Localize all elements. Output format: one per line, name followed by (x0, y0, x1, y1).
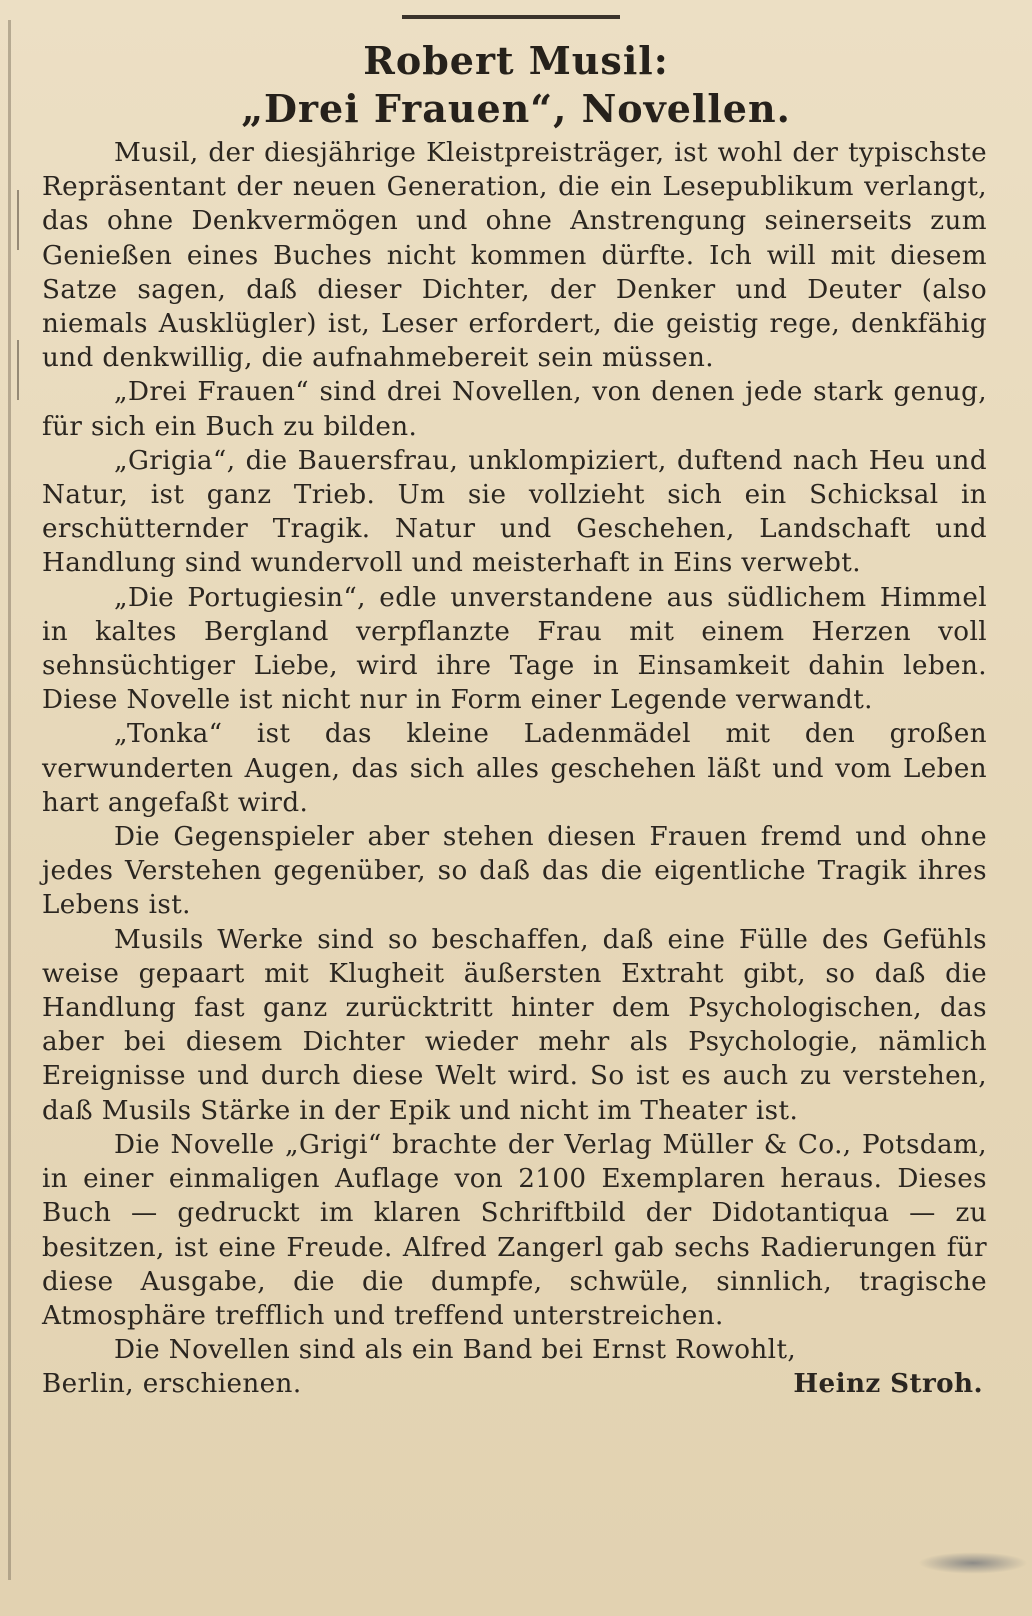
paragraph: „Die Portugiesin“, edle unverstandene aus südlichem Himmel in kaltes Bergland verpflanzte Frau mit einem Herzen voll sehnsüchtiger Liebe, wird ihre Tage in Einsamkeit dahin leben. Diese Novelle ist nicht nur in Form einer Legende verwandt. (42, 582, 987, 716)
author-signature: Heinz Stroh. (793, 1368, 983, 1400)
margin-mark (17, 190, 19, 250)
paragraph: Die Gegenspieler aber stehen diesen Frauen fremd und ohne jedes Verstehen gegenüber, so daß das die eigentliche Tragik ihres Lebens ist. (42, 822, 987, 921)
paragraph: Die Novelle „Grigi“ brachte der Verlag Müller & Co., Potsdam, in einer einmaligen Auflage von 2100 Exemplaren heraus. Dieses Buch — gedruckt im klaren Schriftbild der Didotantiqua — zu besitzen, ist eine Freude. Alfred Zangerl gab sechs Radierungen für diese Ausgabe, die die dumpfe, schwüle, sinnlich, tragische Atmosphäre trefflich und treffend unterstreichen. (42, 1129, 987, 1331)
margin-mark (17, 340, 19, 400)
clipping-left-edge (8, 20, 11, 1580)
paragraph: Musils Werke sind so beschaffen, daß eine Fülle des Gefühls weise gepaart mit Klugheit äußersten Extraht gibt, so daß die Handlung fast ganz zurücktritt hinter dem Psychologischen, das aber bei diesem Dichter wieder mehr als Psychologie, nämlich Ereignisse und durch diese Welt wird. So ist es auch zu verstehen, daß Musils Stärke in der Epik und nicht im Theater ist. (42, 924, 987, 1126)
article-title: Robert Musil: (363, 38, 669, 83)
paragraph: „Tonka“ ist das kleine Ladenmädel mit den großen verwunderten Augen, das sich alles geschehen läßt und vom Leben hart angefaßt wird. (42, 719, 987, 818)
top-rule (402, 15, 620, 19)
closing-paragraph: Die Novellen sind als ein Band bei Ernst Rowohlt, (114, 1335, 797, 1366)
paragraph: „Drei Frauen“ sind drei Novellen, von denen jede stark genug, für sich ein Buch zu bilden. (42, 377, 987, 442)
paragraph: „Grigia“, die Bauersfrau, unklompiziert, duftend nach Heu und Natur, ist ganz Trieb. Um sie vollzieht sich ein Schicksal in erschütternder Tragik. Natur und Geschehen, Landschaft und Handlung sind wundervoll und meisterhaft in Eins verwebt. (42, 445, 987, 579)
closing-last-line: Berlin, erschienen. (42, 1369, 302, 1400)
signature-line (42, 1367, 987, 1401)
paragraph: Musil, der diesjährige Kleistpreisträger, ist wohl der typischste Repräsentant der neuen Generation, die ein Lesepublikum verlangt, das ohne Denkvermögen und ohne Anstrengung seinerseits zum Genießen eines Buches nicht kommen dürfte. Ich will mit diesem Satze sagen, daß dieser Dichter, der Denker und Deuter (also niemals Ausklügler) ist, Leser erfordert, die geistig rege, denkfähig und denkwillig, die aufnahmebereit sein müssen. (42, 138, 987, 374)
ink-smudge (918, 1552, 1028, 1574)
article-subtitle: „Drei Frauen“, Novellen. (241, 86, 791, 131)
article-body (42, 136, 987, 1402)
